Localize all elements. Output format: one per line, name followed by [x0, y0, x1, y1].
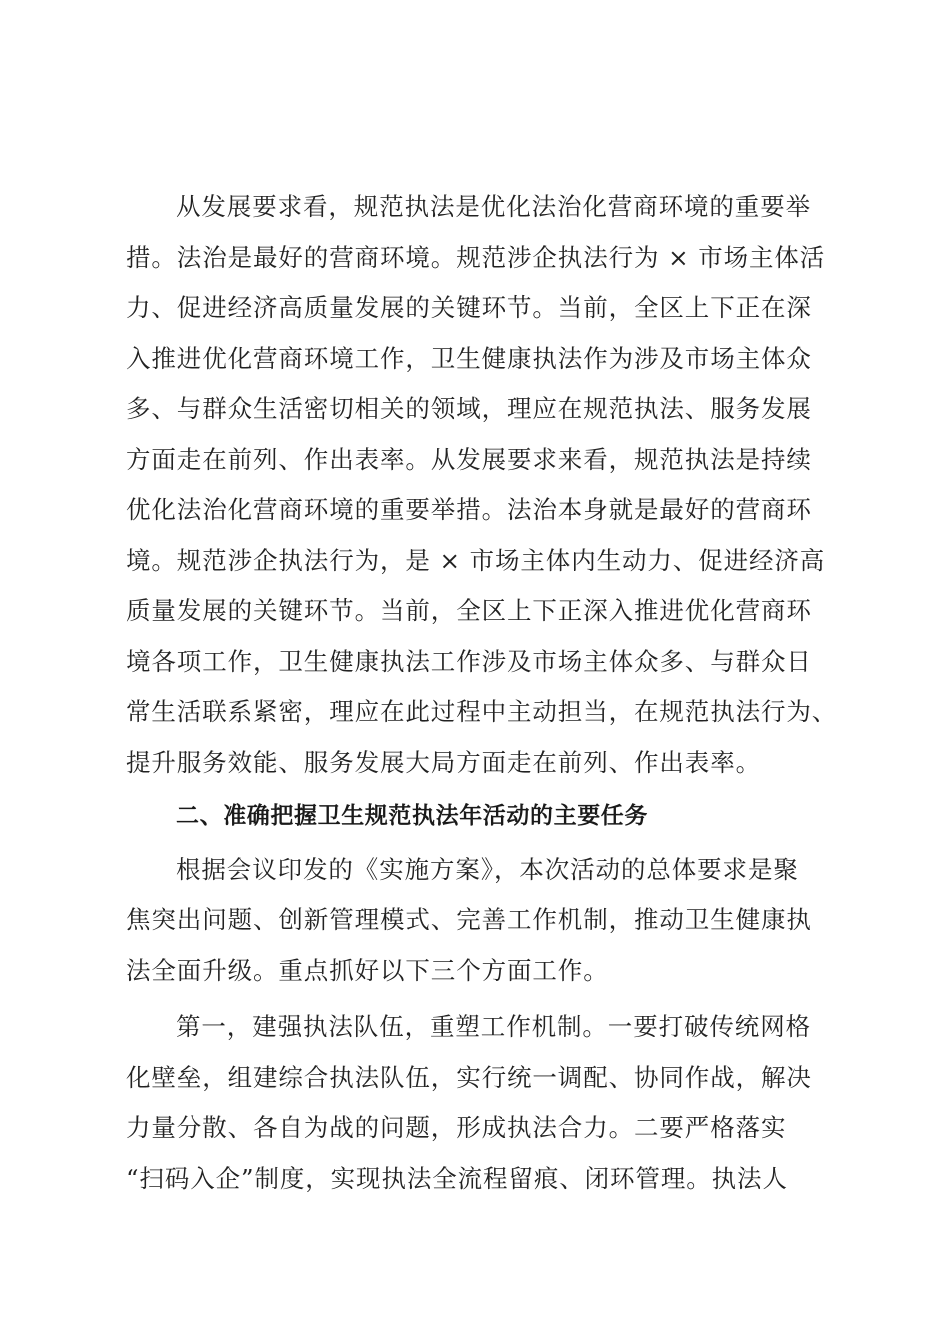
text-line: 力、促进经济高质量发展的关键环节。当前，全区上下正在深 — [126, 293, 812, 322]
document-body — [126, 182, 841, 1204]
text-line: 根据会议印发的《实施方案》，本次活动的总体要求是聚 — [176, 854, 799, 884]
text-line: 法全面升级。重点抓好以下三个方面工作。 — [126, 955, 609, 985]
text-line: 入推进优化营商环境工作，卫生健康执法作为涉及市场主体众 — [126, 343, 812, 373]
text-line: 常生活联系紧密，理应在此过程中主动担当，在规范执法行为、 — [126, 697, 838, 726]
text-line: 力量分散、各自为战的问题，形成执法合力。二要严格落实 — [126, 1113, 787, 1142]
text-line: 焦突出问题、创新管理模式、完善工作机制，推动卫生健康执 — [126, 905, 812, 934]
heading-text: 二、准确把握卫生规范执法年活动的主要任务 — [176, 803, 648, 829]
text-line: 多、与群众生活密切相关的领域，理应在规范执法、服务发展 — [126, 394, 812, 423]
text-line: 第一，建强执法队伍，重塑工作机制。一要打破传统网格 — [176, 1012, 811, 1041]
text-line: 方面走在前列、作出表率。从发展要求来看，规范执法是持续 — [126, 444, 812, 474]
text-line: 境各项工作，卫生健康执法工作涉及市场主体众多、与群众日 — [126, 646, 812, 676]
text-line: 质量发展的关键环节。当前，全区上下正深入推进优化营商环 — [126, 596, 812, 625]
text-line: 境。规范涉企执法行为，是 × 市场主体内生动力、促进经济高 — [126, 545, 826, 575]
section-heading — [126, 791, 841, 842]
text-line: 提升服务效能、服务发展大局方面走在前列、作出表率。 — [126, 747, 761, 777]
text-line: “扫码入企”制度，实现执法全流程留痕、闭环管理。执法人 — [126, 1163, 788, 1193]
paragraph-first-task — [126, 1002, 841, 1204]
text-line: 从发展要求看，规范执法是优化法治化营商环境的重要举 — [176, 192, 811, 221]
text-line: 优化法治化营商环境的重要举措。法治本身就是最好的营商环 — [126, 495, 812, 524]
text-line: 化壁垒，组建综合执法队伍，实行统一调配、协同作战，解决 — [126, 1062, 812, 1092]
text-line: 措。法治是最好的营商环境。规范涉企执法行为 × 市场主体活 — [126, 242, 826, 272]
paragraph-development-requirements — [126, 182, 841, 788]
paragraph-implementation-plan — [126, 845, 841, 997]
